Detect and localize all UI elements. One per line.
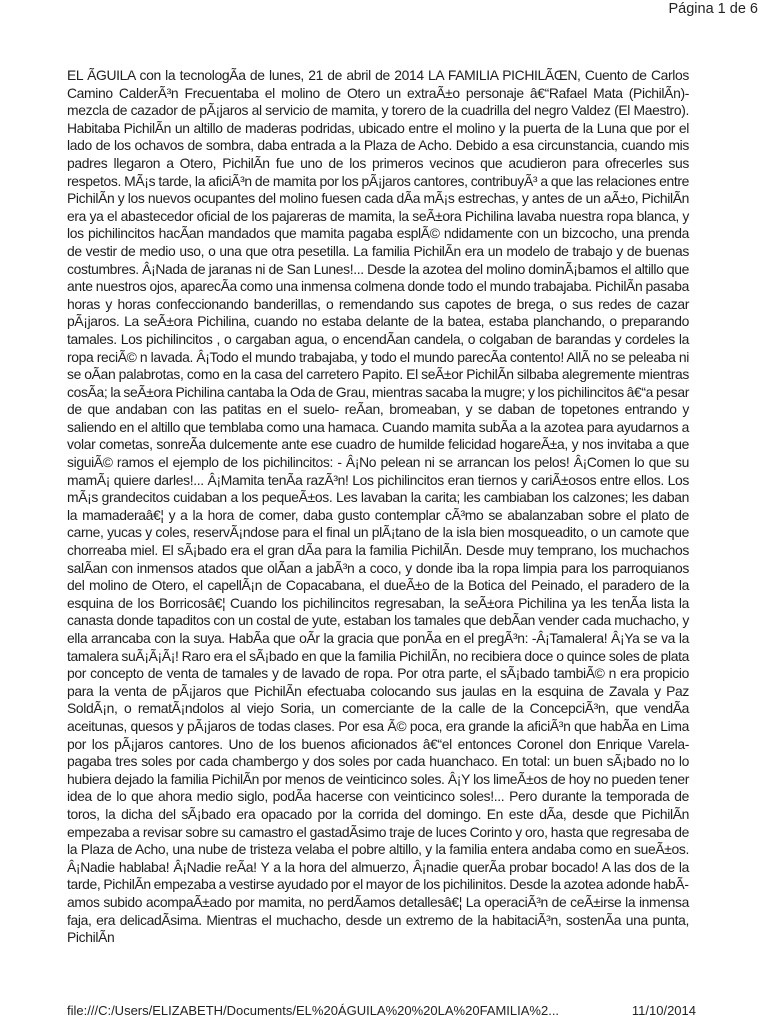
page-number: Página 1 de 6 xyxy=(668,1,758,17)
body-paragraph: EL ÃGUILA con la tecnologÃa de lunes, 21 de abril de 2014 LA FAMILIA PICHILÃŒN, Cuento de Carlos Camino CalderÃ³n Frecuentaba el molino de Otero un extraÃ±o personaje â€“Rafael Mata (PichilÃn)- mezcla de cazador de pÃ¡jaros al servicio de mamita, y torero de la cuadrilla del negro Valdez (El Maestro). Habitaba PichilÃn un altillo de maderas podridas, ubicado entre el molino y la puerta de la Luna que por el lado de los ochavos de sombra, daba entrada a la Plaza de Acho. Debido a esa circunstancia, cuando mis padres llegaron a Otero, PichilÃn fue uno de los primeros vecinos que acudieron para ofrecerles sus respetos. MÃ¡s tarde, la aficiÃ³n de mamita por los pÃ¡jaros cantores, contribuyÃ³ a que las relaciones entre PichilÃn y los nuevos ocupantes del molino fuesen cada dÃa mÃ¡s estrechas, y antes de un aÃ±o, PichilÃn era ya el abastecedor oficial de los pajareras de mamita, la seÃ±ora Pichilina lavaba nuestra ropa blanca, y los pichilincitos hacÃan mandados que mamita pagaba esplÃ© ndidamente con un bizcocho, una prenda de vestir de medio uso, o una que otra pesetilla. La familia PichilÃn era un modelo de trabajo y de buenas costumbres. Â¡Nada de jaranas ni de San Lunes!... Desde la azotea del molino dominÃ¡bamos el altillo que ante nuestros ojos, aparecÃa como una inmensa colmena donde todo el mundo trabajaba. PichilÃn pasaba horas y horas confeccionando banderillas, o remendando sus capotes de brega, o sus redes de cazar pÃ¡jaros. La seÃ±ora Pichilina, cuando no estaba delante de la batea, estaba planchando, o preparando tamales. Los pichilincitos , o cargaban agua, o encendÃan candela, o colgaban de barandas y cordeles la ropa reciÃ© n lavada. Â¡Todo el mundo trabajaba, y todo el mundo parecÃa contento! AllÃ no se peleaba ni se oÃan palabrotas, como en la casa del carretero Papito. El seÃ±or PichilÃn silbaba alegremente mientras cosÃa; la seÃ±ora Pichilina cantaba la Oda de Grau, mientras sacaba la mugre; y los pichilincitos â€“a pesar de que andaban con las patitas en el suelo- reÃan, bromeaban, y se daban de topetones entrando y saliendo en el altillo que temblaba como una hamaca. Cuando mamita subÃa a la azotea para ayudarnos a volar cometas, sonreÃa dulcemente ante ese cuadro de humilde felicidad hogareÃ±a, y nos invitaba a que siguiÃ© ramos el ejemplo de los pichilincitos: - Â¡No pelean ni se arrancan los pelos! Â¡Comen lo que su mamÃ¡ quiere darles!... Â¡Mamita tenÃa razÃ³n! Los pichilincitos eran tiernos y cariÃ±osos entre ellos. Los mÃ¡s grandecitos cuidaban a los pequeÃ±os. Les lavaban la carita; les cambiaban los calzones; les daban la mamaderaâ€¦ y a la hora de comer, daba gusto contemplar cÃ³mo se abalanzaban sobre el plato de carne, yucas y coles, reservÃ¡ndose para el final un plÃ¡tano de la isla bien mosqueadito, o un camote que chorreaba miel. El sÃ¡bado era el gran dÃa para la familia PichilÃn. Desde muy temprano, los muchachos salÃan con inmensos atados que olÃan a jabÃ³n a coco, y donde iba la ropa limpia para los parroquianos del molino de Otero, el capellÃ¡n de Copacabana, el dueÃ±o de la Botica del Peinado, el paradero de la esquina de los Borricosâ€¦ Cuando los pichilincitos regresaban, la seÃ±ora Pichilina ya les tenÃa lista la canasta donde tapaditos con un costal de yute, estaban los tamales que debÃan vender cada muchacho, y ella arrancaba con la suya. HabÃa que oÃr la gracia que ponÃa en el pregÃ³n: -Â¡Tamalera! Â¡Ya se va la tamalera suÃ¡Ã¡Ã¡! Raro era el sÃ¡bado en que la familia PichilÃn, no recibiera doce o quince soles de plata por concepto de venta de tamales y de lavado de ropa. Por otra parte, el sÃ¡bado tambiÃ© n era propicio para la venta de pÃ¡jaros que PichilÃn efectuaba colocando sus jaulas en la esquina de Zavala y Paz SoldÃ¡n, o rematÃ¡ndolos al viejo Soria, un comerciante de la calle de la ConcepciÃ³n, que vendÃa aceitunas, quesos y pÃ¡jaros de todas clases. Por esa Ã© poca, era grande la aficiÃ³n que habÃa en Lima por los pÃ¡jaros cantores. Uno de los buenos aficionados â€“el entonces Coronel don Enrique Varela- pagaba tres soles por cada chambergo y dos soles por cada huanchaco. En total: un buen sÃ¡bado no lo hubiera dejado la familia PichilÃn por menos de veinticinco soles. Â¡Y los limeÃ±os de hoy no pueden tener idea de lo que ahora medio siglo, podÃa hacerse con veinticinco soles!... Pero durante la temporada de toros, la dicha del sÃ¡bado era opacado por la corrida del domingo. En este dÃa, desde que PichilÃn empezaba a revisar sobre su camastro el gastadÃsimo traje de luces Corinto y oro, hasta que regresaba de la Plaza de Acho, una nube de tristeza velaba el pobre altillo, y la familia entera andaba como en sueÃ±os. Â¡Nadie hablaba! Â¡Nadie reÃa! Y a la hora del almuerzo, Â¡nadie querÃa probar bocado! A las dos de la tarde, PichilÃn empezaba a vestirse ayudado por el mayor de los pichilinitos. Desde la azotea adonde habÃamos subido acompaÃ±ado por mamita, no perdÃamos detallesâ€¦ La operaciÃ³n de ceÃ±irse la inmensa faja, era delicadÃsima. Mientras el muchacho, desde un extremo de la habitaciÃ³n, sostenÃa una punta, PichilÃn xyxy=(67,67,689,946)
footer-date: 11/10/2014 xyxy=(631,1003,696,1018)
footer-file-path: file:///C:/Users/ELIZABETH/Documents/EL%20ÁGUILA%20%20LA%20FAMILIA%2... xyxy=(67,1003,560,1018)
document-body xyxy=(67,67,689,947)
print-footer xyxy=(67,1003,696,1018)
